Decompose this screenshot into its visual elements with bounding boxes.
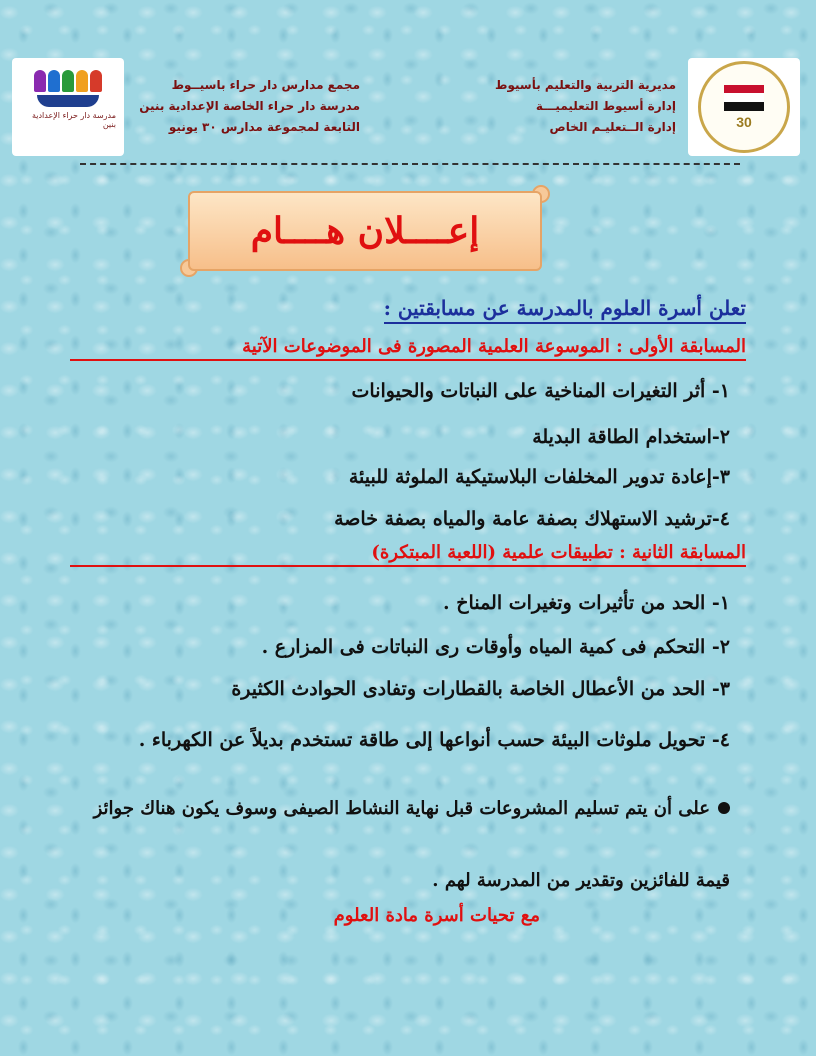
header-line: مجمع مدارس دار حراء باسيــوط bbox=[171, 78, 360, 92]
competition2-item: ٢- التحكم فى كمية المياه وأوقات رى النباتات فى المزارع . bbox=[261, 636, 730, 658]
school-logo bbox=[12, 58, 124, 156]
competition1-item: ٤-ترشيد الاستهلاك بصفة عامة والمياه بصفة خاصة bbox=[334, 508, 730, 530]
school-header bbox=[139, 75, 360, 138]
competition2-heading: المسابقة الثانية : تطبيقات علمية (اللعبة المبتكرة) bbox=[70, 542, 746, 567]
intro-text: تعلن أسرة العلوم بالمدرسة عن مسابقتين : bbox=[384, 296, 746, 324]
competition2-item: ١- الحد من تأثيرات وتغيرات المناخ . bbox=[443, 592, 730, 614]
header-line: التابعة لمجموعة مدارس ٣٠ يونيو bbox=[168, 120, 360, 134]
book-icon bbox=[37, 95, 99, 107]
header-line: إدارة الــتعليـم الخاص bbox=[549, 120, 676, 134]
note-bullet bbox=[90, 794, 730, 824]
page-title: إعــــلان هــــام bbox=[250, 210, 480, 252]
title-banner bbox=[180, 185, 550, 277]
competition1-item: ٢-استخدام الطاقة البديلة bbox=[532, 426, 730, 448]
competition2-item: ٤- تحويل ملوثات البيئة حسب أنواعها إلى طاقة تستخدم بديلاً عن الكهرباء . bbox=[138, 729, 730, 751]
people-icon bbox=[34, 70, 102, 92]
header-line: مديرية التربية والتعليم بأسيوط bbox=[495, 78, 676, 92]
egypt-flag-icon bbox=[724, 85, 764, 111]
competition1-heading: المسابقة الأولى : الموسوعة العلمية المصورة فى الموضوعات الآتية bbox=[70, 336, 746, 361]
ministry-seal-logo bbox=[688, 58, 800, 156]
note-text: على أن يتم تسليم المشروعات قبل نهاية النشاط الصيفى وسوف يكون هناك جوائز bbox=[93, 798, 710, 819]
header-line: مدرسة دار حراء الخاصة الإعدادية بنين bbox=[139, 99, 360, 113]
competition1-item: ٣-إعادة تدوير المخلفات البلاستيكية الملوثة للبيئة bbox=[348, 466, 730, 488]
seal-icon bbox=[698, 61, 790, 153]
signature: مع تحيات أسرة مادة العلوم bbox=[333, 905, 540, 926]
header-line: إدارة أسيوط التعليميـــة bbox=[535, 99, 676, 113]
header-divider bbox=[80, 163, 740, 165]
school-logo-caption: مدرسة دار حراء الإعدادية بنين bbox=[31, 111, 116, 129]
bullet-icon bbox=[718, 802, 730, 814]
prize-text: قيمة للفائزين وتقدير من المدرسة لهم . bbox=[432, 870, 730, 891]
seal-number: 30 bbox=[736, 113, 752, 130]
ministry-header bbox=[495, 75, 676, 138]
competition1-item: ١- أثر التغيرات المناخية على النباتات والحيوانات bbox=[351, 380, 730, 402]
competition2-item: ٣- الحد من الأعطال الخاصة بالقطارات وتفادى الحوادث الكثيرة bbox=[231, 678, 730, 700]
